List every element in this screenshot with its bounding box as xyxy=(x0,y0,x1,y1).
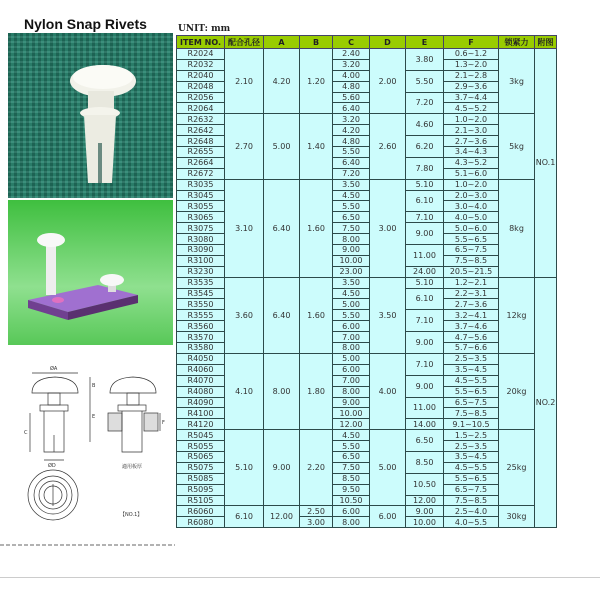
dim-c: 7.20 xyxy=(333,168,370,179)
page-title: Nylon Snap Rivets xyxy=(24,16,147,32)
dim-d: 5.00 xyxy=(370,430,406,506)
dim-c: 5.00 xyxy=(333,353,370,364)
item-no: R3055 xyxy=(177,201,225,212)
dim-c: 3.20 xyxy=(333,59,370,70)
dim-e: 7.10 xyxy=(406,353,444,375)
dim-d: 2.00 xyxy=(370,49,406,114)
dim-f: 3.5~4.5 xyxy=(444,364,499,375)
dim-c: 2.40 xyxy=(333,49,370,60)
dim-a: 6.40 xyxy=(264,277,300,353)
dim-c: 5.50 xyxy=(333,310,370,321)
dim-e: 3.80 xyxy=(406,49,444,71)
dim-b: 1.40 xyxy=(300,114,333,179)
item-no: R6080 xyxy=(177,517,225,528)
item-no: R5105 xyxy=(177,495,225,506)
dim-f: 2.1~3.0 xyxy=(444,125,499,136)
dim-f: 7.5~8.5 xyxy=(444,255,499,266)
dim-c: 6.50 xyxy=(333,212,370,223)
dim-c: 4.50 xyxy=(333,430,370,441)
dim-c: 3.50 xyxy=(333,179,370,190)
item-no: R4060 xyxy=(177,364,225,375)
dim-b: 2.20 xyxy=(300,430,333,506)
dim-f: 5.7~6.6 xyxy=(444,343,499,354)
dim-a: 5.00 xyxy=(264,114,300,179)
dim-f: 5.5~6.5 xyxy=(444,386,499,397)
rivet-icon xyxy=(8,33,173,198)
dim-f: 1.5~2.5 xyxy=(444,430,499,441)
item-no: R2648 xyxy=(177,136,225,147)
label-d: ØD xyxy=(48,463,56,469)
unit-label: UNIT: mm xyxy=(178,24,231,34)
dim-f: 5.5~6.5 xyxy=(444,473,499,484)
dim-c: 9.00 xyxy=(333,397,370,408)
dim-c: 7.00 xyxy=(333,332,370,343)
item-no: R4050 xyxy=(177,353,225,364)
column-header: B xyxy=(300,36,333,49)
dim-e: 7.80 xyxy=(406,157,444,179)
dim-c: 9.00 xyxy=(333,245,370,256)
drawing-caption: 適用板厚 xyxy=(122,464,143,470)
dim-c: 8.00 xyxy=(333,343,370,354)
rivet-spec-table xyxy=(176,35,557,528)
dim-e: 6.50 xyxy=(406,430,444,452)
dim-e: 9.00 xyxy=(406,506,444,517)
dim-f: 3.0~4.0 xyxy=(444,201,499,212)
item-no: R3080 xyxy=(177,234,225,245)
dim-f: 5.0~6.0 xyxy=(444,223,499,234)
column-header: C xyxy=(333,36,370,49)
table-row xyxy=(177,114,557,125)
item-no: R2655 xyxy=(177,147,225,158)
dim-f: 4.7~5.6 xyxy=(444,332,499,343)
item-no: R2642 xyxy=(177,125,225,136)
dim-f: 4.5~5.2 xyxy=(444,103,499,114)
item-no: R2048 xyxy=(177,81,225,92)
dim-e: 4.60 xyxy=(406,114,444,136)
dim-f: 2.7~3.6 xyxy=(444,136,499,147)
dim-e: 6.10 xyxy=(406,190,444,212)
item-no: R3550 xyxy=(177,299,225,310)
dim-f: 2.2~3.1 xyxy=(444,288,499,299)
dim-f: 7.5~8.5 xyxy=(444,408,499,419)
product-photo xyxy=(8,33,173,198)
hole-diameter: 2.10 xyxy=(225,49,264,114)
item-no: R2056 xyxy=(177,92,225,103)
dim-f: 2.7~3.6 xyxy=(444,299,499,310)
dim-e: 14.00 xyxy=(406,419,444,430)
item-no: R3100 xyxy=(177,255,225,266)
dim-c: 9.50 xyxy=(333,484,370,495)
item-no: R2664 xyxy=(177,157,225,168)
technical-drawing xyxy=(0,350,175,550)
dim-f: 4.0~5.0 xyxy=(444,212,499,223)
label-b: B xyxy=(92,383,96,389)
column-header: D xyxy=(370,36,406,49)
dim-d: 4.00 xyxy=(370,353,406,429)
dim-d: 6.00 xyxy=(370,506,406,528)
dim-e: 24.00 xyxy=(406,266,444,277)
dim-c: 4.80 xyxy=(333,136,370,147)
item-no: R4070 xyxy=(177,375,225,386)
dim-b: 1.60 xyxy=(300,277,333,353)
dim-f: 2.5~4.0 xyxy=(444,506,499,517)
item-no: R4120 xyxy=(177,419,225,430)
hole-diameter: 2.70 xyxy=(225,114,264,179)
table-row xyxy=(177,179,557,190)
dim-c: 8.00 xyxy=(333,386,370,397)
dim-e: 7.10 xyxy=(406,212,444,223)
hole-diameter: 4.10 xyxy=(225,353,264,429)
dim-f: 5.1~6.0 xyxy=(444,168,499,179)
dim-c: 6.50 xyxy=(333,451,370,462)
divider xyxy=(0,577,600,578)
item-no: R2064 xyxy=(177,103,225,114)
dim-f: 4.5~5.5 xyxy=(444,375,499,386)
holding-force: 30kg xyxy=(499,506,535,528)
dim-e: 12.00 xyxy=(406,495,444,506)
label-f: F xyxy=(162,420,165,426)
dim-c: 4.00 xyxy=(333,70,370,81)
dim-c: 6.00 xyxy=(333,506,370,517)
dim-c: 5.00 xyxy=(333,299,370,310)
label-a: ØA xyxy=(50,366,58,372)
item-no: R2632 xyxy=(177,114,225,125)
dim-b: 1.20 xyxy=(300,49,333,114)
dim-f: 2.1~2.8 xyxy=(444,70,499,81)
figure-ref: NO.1 xyxy=(535,49,557,278)
item-no: R4100 xyxy=(177,408,225,419)
dim-f: 3.5~4.5 xyxy=(444,451,499,462)
figure-ref: NO.2 xyxy=(535,277,557,527)
dim-f: 20.5~21.5 xyxy=(444,266,499,277)
dim-c: 5.50 xyxy=(333,441,370,452)
dim-f: 9.1~10.5 xyxy=(444,419,499,430)
dim-a: 9.00 xyxy=(264,430,300,506)
dim-f: 1.3~2.0 xyxy=(444,59,499,70)
item-no: R3560 xyxy=(177,321,225,332)
dim-a: 8.00 xyxy=(264,353,300,429)
dim-f: 2.5~3.5 xyxy=(444,441,499,452)
holding-force: 12kg xyxy=(499,277,535,353)
item-no: R5075 xyxy=(177,462,225,473)
dim-e: 9.00 xyxy=(406,223,444,245)
dim-e: 7.10 xyxy=(406,310,444,332)
dim-f: 4.3~5.2 xyxy=(444,157,499,168)
dim-f: 4.0~5.5 xyxy=(444,517,499,528)
dim-f: 3.7~4.6 xyxy=(444,321,499,332)
dim-a: 12.00 xyxy=(264,506,300,528)
dim-b: 3.00 xyxy=(300,517,333,528)
dim-c: 10.00 xyxy=(333,255,370,266)
item-no: R3580 xyxy=(177,343,225,354)
label-e: E xyxy=(92,414,96,420)
label-c: C xyxy=(24,430,28,436)
dim-c: 10.50 xyxy=(333,495,370,506)
table-row xyxy=(177,430,557,441)
dim-e: 9.00 xyxy=(406,332,444,354)
dim-f: 3.2~4.1 xyxy=(444,310,499,321)
dim-e: 10.50 xyxy=(406,473,444,495)
item-no: R5045 xyxy=(177,430,225,441)
dim-c: 6.00 xyxy=(333,364,370,375)
item-no: R3075 xyxy=(177,223,225,234)
item-no: R3045 xyxy=(177,190,225,201)
dim-f: 1.0~2.0 xyxy=(444,179,499,190)
dim-b: 1.80 xyxy=(300,353,333,429)
item-no: R5095 xyxy=(177,484,225,495)
item-no: R2040 xyxy=(177,70,225,81)
dim-f: 3.7~4.4 xyxy=(444,92,499,103)
dim-b: 1.60 xyxy=(300,179,333,277)
dim-f: 1.0~2.0 xyxy=(444,114,499,125)
item-no: R2672 xyxy=(177,168,225,179)
dim-c: 8.00 xyxy=(333,517,370,528)
item-no: R3545 xyxy=(177,288,225,299)
dim-a: 6.40 xyxy=(264,179,300,277)
dim-c: 6.40 xyxy=(333,103,370,114)
dim-c: 6.40 xyxy=(333,157,370,168)
column-header: ITEM NO. xyxy=(177,36,225,49)
dim-c: 8.50 xyxy=(333,473,370,484)
dim-f: 1.2~2.1 xyxy=(444,277,499,288)
item-no: R3230 xyxy=(177,266,225,277)
figure-label: 【NO.1】 xyxy=(120,512,143,518)
dim-e: 5.10 xyxy=(406,277,444,288)
dim-e: 11.00 xyxy=(406,245,444,267)
dim-f: 6.5~7.5 xyxy=(444,397,499,408)
item-no: R5055 xyxy=(177,441,225,452)
rivet-3d-render xyxy=(8,200,173,345)
dim-e: 5.10 xyxy=(406,179,444,190)
dim-e: 6.20 xyxy=(406,136,444,158)
dim-c: 3.50 xyxy=(333,277,370,288)
holding-force: 20kg xyxy=(499,353,535,429)
dim-c: 5.50 xyxy=(333,201,370,212)
hole-diameter: 5.10 xyxy=(225,430,264,506)
dim-d: 3.00 xyxy=(370,179,406,277)
dim-e: 11.00 xyxy=(406,397,444,419)
dim-f: 2.0~3.0 xyxy=(444,190,499,201)
dim-e: 8.50 xyxy=(406,451,444,473)
dim-e: 10.00 xyxy=(406,517,444,528)
dim-a: 4.20 xyxy=(264,49,300,114)
table-header xyxy=(177,36,557,49)
item-no: R3570 xyxy=(177,332,225,343)
dim-d: 2.60 xyxy=(370,114,406,179)
column-header: 附图 xyxy=(535,36,557,49)
hole-diameter: 3.10 xyxy=(225,179,264,277)
item-no: R4080 xyxy=(177,386,225,397)
column-header: E xyxy=(406,36,444,49)
item-no: R3090 xyxy=(177,245,225,256)
dim-f: 0.6~1.2 xyxy=(444,49,499,60)
item-no: R3035 xyxy=(177,179,225,190)
column-header: F xyxy=(444,36,499,49)
dim-c: 8.00 xyxy=(333,234,370,245)
dim-d: 3.50 xyxy=(370,277,406,353)
dim-c: 7.00 xyxy=(333,375,370,386)
dim-e: 7.20 xyxy=(406,92,444,114)
column-header: 锁紧力 xyxy=(499,36,535,49)
dim-c: 5.60 xyxy=(333,92,370,103)
hole-diameter: 3.60 xyxy=(225,277,264,353)
dim-c: 3.20 xyxy=(333,114,370,125)
item-no: R5085 xyxy=(177,473,225,484)
item-no: R5065 xyxy=(177,451,225,462)
column-header: A xyxy=(264,36,300,49)
holding-force: 25kg xyxy=(499,430,535,506)
dim-f: 4.5~5.5 xyxy=(444,462,499,473)
item-no: R6060 xyxy=(177,506,225,517)
dim-c: 5.50 xyxy=(333,147,370,158)
item-no: R2024 xyxy=(177,49,225,60)
item-no: R3555 xyxy=(177,310,225,321)
item-no: R3535 xyxy=(177,277,225,288)
dim-e: 5.50 xyxy=(406,70,444,92)
dim-f: 5.5~6.5 xyxy=(444,234,499,245)
dim-e: 6.10 xyxy=(406,288,444,310)
dim-f: 2.5~3.5 xyxy=(444,353,499,364)
table-row xyxy=(177,277,557,288)
rivet-assembly-icon xyxy=(8,200,173,345)
item-no: R4090 xyxy=(177,397,225,408)
dim-c: 4.50 xyxy=(333,190,370,201)
dim-c: 23.00 xyxy=(333,266,370,277)
item-no: R2032 xyxy=(177,59,225,70)
dim-c: 4.50 xyxy=(333,288,370,299)
dim-f: 3.4~4.3 xyxy=(444,147,499,158)
dim-c: 6.00 xyxy=(333,321,370,332)
dim-f: 6.5~7.5 xyxy=(444,245,499,256)
column-header: 配合孔径 xyxy=(225,36,264,49)
dim-e: 9.00 xyxy=(406,375,444,397)
hole-diameter: 6.10 xyxy=(225,506,264,528)
dim-c: 12.00 xyxy=(333,419,370,430)
dim-c: 4.20 xyxy=(333,125,370,136)
table-row xyxy=(177,353,557,364)
dim-b: 2.50 xyxy=(300,506,333,517)
dim-f: 2.9~3.6 xyxy=(444,81,499,92)
dim-c: 4.80 xyxy=(333,81,370,92)
dim-c: 7.50 xyxy=(333,462,370,473)
table-row xyxy=(177,506,557,517)
dim-c: 10.00 xyxy=(333,408,370,419)
dim-f: 7.5~8.5 xyxy=(444,495,499,506)
holding-force: 8kg xyxy=(499,179,535,277)
table-row xyxy=(177,49,557,60)
dim-c: 7.50 xyxy=(333,223,370,234)
holding-force: 5kg xyxy=(499,114,535,179)
holding-force: 3kg xyxy=(499,49,535,114)
item-no: R3065 xyxy=(177,212,225,223)
dim-f: 6.5~7.5 xyxy=(444,484,499,495)
